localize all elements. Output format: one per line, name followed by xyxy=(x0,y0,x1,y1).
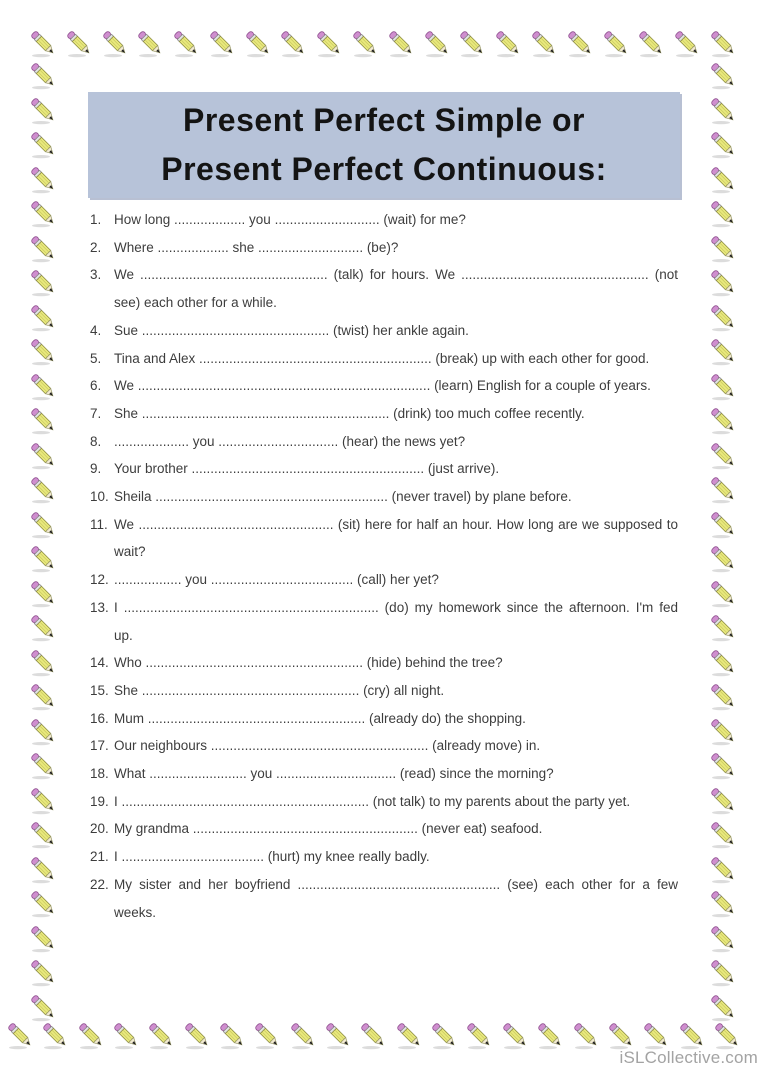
pencil-icon xyxy=(28,405,58,435)
item-number: 7. xyxy=(90,405,102,421)
item-number: 13. xyxy=(90,599,109,615)
pencil-icon xyxy=(500,1020,530,1050)
pencil-icon xyxy=(76,1020,106,1050)
pencil-icon xyxy=(28,509,58,539)
exercise-item xyxy=(90,372,678,400)
pencil-icon xyxy=(5,1020,35,1050)
item-number: 5. xyxy=(90,350,102,366)
exercise-item xyxy=(90,400,678,428)
pencil-icon xyxy=(708,647,738,677)
pencil-icon xyxy=(28,164,58,194)
pencil-icon xyxy=(182,1020,212,1050)
pencil-icon xyxy=(529,28,559,58)
pencil-icon xyxy=(28,95,58,125)
pencil-icon xyxy=(708,60,738,90)
pencil-icon xyxy=(677,1020,707,1050)
exercise-item xyxy=(90,843,678,871)
item-number: 19. xyxy=(90,793,109,809)
pencil-icon xyxy=(28,440,58,470)
item-text: Tina and Alex .............................................................. (break) up with each other for good. xyxy=(114,350,650,366)
pencil-icon xyxy=(565,28,595,58)
item-text: My sister and her boyfriend ...................................................... (see) each other for a few weeks. xyxy=(114,876,678,920)
item-text: My grandma ............................................................ (never eat) seafood. xyxy=(114,821,543,837)
pencil-icon xyxy=(708,440,738,470)
pencil-icon xyxy=(28,785,58,815)
pencil-icon xyxy=(171,28,201,58)
pencil-icon xyxy=(28,578,58,608)
item-text: What .......................... you ................................ (read) since the morning? xyxy=(114,766,554,782)
pencil-icon xyxy=(28,888,58,918)
exercise-item xyxy=(90,511,678,566)
pencil-icon xyxy=(28,923,58,953)
item-text: Who .......................................................... (hide) behind the tree? xyxy=(114,655,503,671)
pencil-icon xyxy=(457,28,487,58)
pencil-icon xyxy=(708,164,738,194)
pencil-icon xyxy=(350,28,380,58)
item-text: How long ................... you ............................ (wait) for me? xyxy=(114,212,466,227)
pencil-border-top xyxy=(28,28,738,58)
pencil-icon xyxy=(28,957,58,987)
watermark: iSLCollective.com xyxy=(619,1048,758,1067)
pencil-icon xyxy=(708,785,738,815)
pencil-icon xyxy=(708,405,738,435)
item-number: 16. xyxy=(90,710,109,726)
pencil-icon xyxy=(28,233,58,263)
item-number: 8. xyxy=(90,433,102,449)
pencil-icon xyxy=(386,28,416,58)
item-number: 14. xyxy=(90,655,109,671)
pencil-icon xyxy=(64,28,94,58)
exercise-item xyxy=(90,594,678,649)
pencil-icon xyxy=(712,1020,742,1050)
item-number: 4. xyxy=(90,322,102,338)
pencil-icon xyxy=(708,267,738,297)
pencil-icon xyxy=(429,1020,459,1050)
pencil-icon xyxy=(314,28,344,58)
pencil-icon xyxy=(278,28,308,58)
pencil-icon xyxy=(207,28,237,58)
pencil-icon xyxy=(100,28,130,58)
exercise-item xyxy=(90,815,678,843)
item-text: I .................................................................... (do) my homework since the afternoon. I'm fed up. xyxy=(114,599,678,643)
item-number: 12. xyxy=(90,572,109,588)
item-number: 6. xyxy=(90,378,102,394)
pencil-icon xyxy=(708,198,738,228)
exercise-item xyxy=(90,705,678,733)
exercise-item xyxy=(90,455,678,483)
pencil-icon xyxy=(464,1020,494,1050)
pencil-icon xyxy=(252,1020,282,1050)
pencil-icon xyxy=(394,1020,424,1050)
item-text: She .......................................................... (cry) all night. xyxy=(114,682,445,698)
exercise-item xyxy=(90,677,678,705)
exercise-item xyxy=(90,345,678,373)
pencil-icon xyxy=(111,1020,141,1050)
exercise-item xyxy=(90,788,678,816)
exercise-item xyxy=(90,317,678,345)
pencil-icon xyxy=(708,509,738,539)
pencil-icon xyxy=(135,28,165,58)
pencil-icon xyxy=(28,371,58,401)
pencil-icon xyxy=(422,28,452,58)
item-text: We .................................................. (talk) for hours. We .................................................. (not see) each other for a while. xyxy=(114,267,678,311)
item-text: We .................................................... (sit) here for half an hour. How long are we supposed to wait? xyxy=(114,516,678,560)
pencil-icon xyxy=(641,1020,671,1050)
item-text: .................. you ...................................... (call) her yet? xyxy=(114,572,439,588)
pencil-icon xyxy=(28,543,58,573)
item-number: 22. xyxy=(90,876,109,892)
pencil-icon xyxy=(708,612,738,642)
pencil-icon xyxy=(606,1020,636,1050)
pencil-icon xyxy=(535,1020,565,1050)
pencil-icon xyxy=(28,612,58,642)
pencil-icon xyxy=(708,129,738,159)
pencil-icon xyxy=(146,1020,176,1050)
item-number: 17. xyxy=(90,738,109,754)
item-number: 11. xyxy=(90,516,108,532)
exercise-item xyxy=(90,428,678,456)
item-number: 18. xyxy=(90,766,109,782)
exercise-item xyxy=(90,483,678,511)
pencil-icon xyxy=(28,681,58,711)
item-number: 1. xyxy=(90,212,102,227)
pencil-icon xyxy=(40,1020,70,1050)
title-banner xyxy=(88,92,680,198)
item-number: 21. xyxy=(90,849,109,865)
pencil-icon xyxy=(601,28,631,58)
item-text: I ...................................... (hurt) my knee really badly. xyxy=(114,849,430,865)
item-text: .................... you ................................ (hear) the news yet? xyxy=(114,433,466,449)
pencil-icon xyxy=(28,819,58,849)
item-text: Our neighbours .......................................................... (already move) in. xyxy=(114,738,541,754)
pencil-icon xyxy=(708,336,738,366)
pencil-icon xyxy=(243,28,273,58)
pencil-border-bottom xyxy=(5,1020,742,1050)
pencil-icon xyxy=(571,1020,601,1050)
exercise-item xyxy=(90,234,678,262)
pencil-icon xyxy=(28,28,58,58)
pencil-icon xyxy=(708,750,738,780)
pencil-icon xyxy=(708,543,738,573)
pencil-icon xyxy=(28,198,58,228)
pencil-icon xyxy=(28,647,58,677)
item-number: 3. xyxy=(90,267,102,283)
item-text: Sheila .............................................................. (never travel) by plane before. xyxy=(114,489,572,505)
pencil-icon xyxy=(708,716,738,746)
item-number: 20. xyxy=(90,821,109,837)
pencil-icon xyxy=(708,95,738,125)
exercise-item xyxy=(90,206,678,234)
exercise-item xyxy=(90,649,678,677)
pencil-icon xyxy=(28,992,58,1022)
exercise-item xyxy=(90,566,678,594)
pencil-icon xyxy=(28,60,58,90)
pencil-icon xyxy=(708,302,738,332)
page-title-line2: Present Perfect Continuous: xyxy=(161,150,607,187)
pencil-icon xyxy=(636,28,666,58)
item-number: 2. xyxy=(90,239,102,255)
exercise-item xyxy=(90,871,678,926)
pencil-icon xyxy=(28,302,58,332)
pencil-icon xyxy=(708,474,738,504)
item-number: 15. xyxy=(90,682,109,698)
item-text: Mum .......................................................... (already do) the shopping. xyxy=(114,710,526,726)
pencil-icon xyxy=(358,1020,388,1050)
item-text: We .............................................................................. (learn) English for a couple of years. xyxy=(114,378,651,394)
pencil-icon xyxy=(28,854,58,884)
item-text: She .................................................................. (drink) too much coffee recently. xyxy=(114,405,585,421)
pencil-icon xyxy=(708,233,738,263)
pencil-icon xyxy=(708,371,738,401)
pencil-icon xyxy=(28,336,58,366)
pencil-border-right xyxy=(708,60,738,1022)
pencil-border-left xyxy=(28,60,58,1022)
item-text: Where ................... she ............................ (be)? xyxy=(114,239,399,255)
pencil-icon xyxy=(708,854,738,884)
pencil-icon xyxy=(708,888,738,918)
item-number: 9. xyxy=(90,461,102,477)
pencil-icon xyxy=(28,129,58,159)
exercise-item xyxy=(90,261,678,316)
item-number: 10. xyxy=(90,489,109,505)
pencil-icon xyxy=(708,819,738,849)
pencil-icon xyxy=(28,474,58,504)
pencil-icon xyxy=(288,1020,318,1050)
page-title-line1: Present Perfect Simple or xyxy=(183,101,585,138)
pencil-icon xyxy=(708,992,738,1022)
pencil-icon xyxy=(28,750,58,780)
item-text: Your brother .............................................................. (just arrive). xyxy=(114,461,500,477)
pencil-icon xyxy=(28,267,58,297)
exercise-item xyxy=(90,760,678,788)
exercise-item xyxy=(90,732,678,760)
pencil-icon xyxy=(217,1020,247,1050)
pencil-icon xyxy=(708,578,738,608)
pencil-icon xyxy=(493,28,523,58)
exercise-list xyxy=(90,206,678,926)
item-text: I .................................................................. (not talk) to my parents about the party yet. xyxy=(114,793,631,809)
item-text: Sue .................................................. (twist) her ankle again. xyxy=(114,322,469,338)
pencil-icon xyxy=(28,716,58,746)
pencil-icon xyxy=(708,681,738,711)
pencil-icon xyxy=(672,28,702,58)
pencil-icon xyxy=(708,28,738,58)
pencil-icon xyxy=(708,957,738,987)
pencil-icon xyxy=(708,923,738,953)
pencil-icon xyxy=(323,1020,353,1050)
